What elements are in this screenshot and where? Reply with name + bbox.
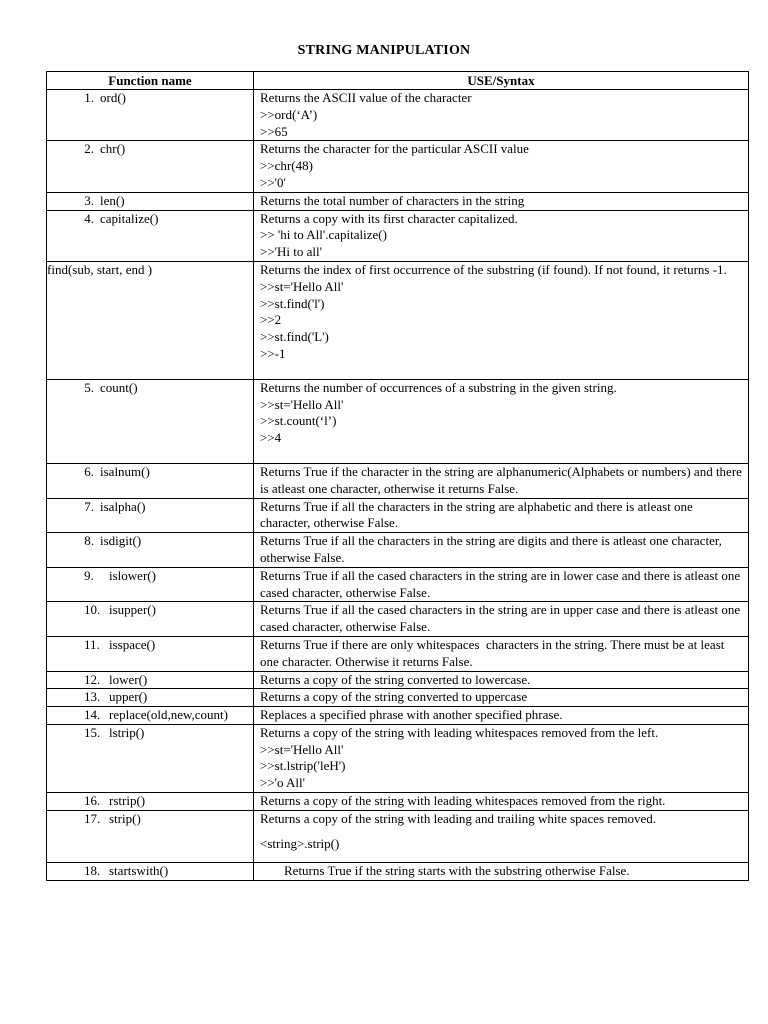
function-name-cell xyxy=(47,498,254,533)
table-row xyxy=(47,463,749,498)
description-text: Returns the ASCII value of the character xyxy=(260,90,472,105)
code-example-line: >>-1 xyxy=(260,345,286,361)
table-row xyxy=(47,689,749,707)
table-row xyxy=(47,707,749,725)
function-name: isspace() xyxy=(109,636,156,652)
function-name-cell xyxy=(47,724,254,792)
function-name-cell xyxy=(47,689,254,707)
function-name-cell xyxy=(47,463,254,498)
function-name: ord() xyxy=(100,90,126,105)
function-number: 18. xyxy=(84,863,101,879)
spacer xyxy=(260,828,742,836)
function-number: 7. xyxy=(84,498,94,514)
function-name: len() xyxy=(100,192,125,208)
code-example-line: >>2 xyxy=(260,312,282,328)
function-name-cell xyxy=(47,90,254,141)
function-name: isalpha() xyxy=(100,498,146,514)
description-text: Returns True if the string starts with the substring otherwise False. xyxy=(284,863,630,879)
table-row xyxy=(47,498,749,533)
function-name-cell xyxy=(47,533,254,568)
description-text: Returns the index of first occurrence of the substring (if found). If not found, it returns -1. xyxy=(260,261,727,277)
table-row xyxy=(47,379,749,463)
spacer xyxy=(260,447,742,463)
description-text: Returns True if there are only whitespaces characters in the string. There must be at least one character. Otherwise it returns False. xyxy=(260,636,728,669)
function-number: 15. xyxy=(84,724,101,740)
code-example-line: >>st.find('L') xyxy=(260,329,329,345)
table-row xyxy=(47,90,749,141)
function-name: isdigit() xyxy=(100,533,142,549)
function-number: 3. xyxy=(84,192,94,208)
function-number: 11. xyxy=(84,636,100,652)
code-example-line: >>chr(48) xyxy=(260,158,313,174)
description-text: Returns a copy of the string converted to uppercase xyxy=(260,689,528,705)
use-syntax-cell xyxy=(254,636,749,671)
code-example-line: >>st='Hello All' xyxy=(260,278,344,294)
code-example-line: >>65 xyxy=(260,123,288,139)
header-function-name: Function name xyxy=(47,72,254,90)
description-text: Returns a copy of the string with leading whitespaces removed from the right. xyxy=(260,793,666,809)
description-text: Returns a copy of the string with leading whitespaces removed from the left. xyxy=(260,724,659,740)
table-header-row xyxy=(47,72,749,90)
table-row xyxy=(47,602,749,637)
function-name-cell xyxy=(47,567,254,602)
description-text: Returns the total number of characters in the string xyxy=(260,192,525,208)
code-example-line: >>st='Hello All' xyxy=(260,741,344,757)
function-name: upper() xyxy=(109,689,148,705)
function-name-cell xyxy=(47,636,254,671)
code-example-line: <string>.strip() xyxy=(260,835,340,851)
function-name: lstrip() xyxy=(109,724,145,740)
function-number: 8. xyxy=(84,533,94,549)
description-text: Returns True if all the characters in the string are alphabetic and there is atleast one character, otherwise False. xyxy=(260,498,697,531)
function-name-cell xyxy=(47,863,254,881)
code-example-line: >> 'hi to All'.capitalize() xyxy=(260,227,387,243)
table-row xyxy=(47,793,749,811)
use-syntax-cell xyxy=(254,671,749,689)
function-name: chr() xyxy=(100,141,126,157)
function-name: lower() xyxy=(109,671,148,687)
code-example-line: >>st.count(‘l’) xyxy=(260,413,337,429)
table-row xyxy=(47,141,749,192)
function-name: find(sub, start, end ) xyxy=(47,261,153,277)
function-number: 10. xyxy=(84,602,101,618)
use-syntax-cell xyxy=(254,602,749,637)
use-syntax-cell xyxy=(254,533,749,568)
use-syntax-cell xyxy=(254,192,749,210)
use-syntax-cell xyxy=(254,379,749,463)
description-text: Returns a copy with its first character capitalized. xyxy=(260,210,518,226)
use-syntax-cell xyxy=(254,810,749,863)
function-name-cell xyxy=(47,261,254,379)
function-name: strip() xyxy=(109,810,141,826)
function-name-cell xyxy=(47,707,254,725)
table-row xyxy=(47,533,749,568)
use-syntax-cell xyxy=(254,707,749,725)
function-name-cell xyxy=(47,192,254,210)
function-name: isupper() xyxy=(109,602,156,618)
function-number: 17. xyxy=(84,810,101,826)
function-name-cell xyxy=(47,793,254,811)
function-number: 13. xyxy=(84,689,101,705)
function-name-cell xyxy=(47,810,254,863)
code-example-line: >>'0' xyxy=(260,174,286,190)
function-name: replace(old,new,count) xyxy=(109,707,228,723)
function-name: count() xyxy=(100,379,138,395)
description-text: Returns True if all the characters in the string are digits and there is atleast one character, otherwise False. xyxy=(260,533,726,565)
function-number: 4. xyxy=(84,210,94,226)
table-row xyxy=(47,636,749,671)
use-syntax-cell xyxy=(254,863,749,881)
header-use-syntax: USE/Syntax xyxy=(254,72,749,90)
description-text: Returns True if all the cased characters in the string are in lower case and there is atleast one cased character, otherwise False. xyxy=(260,567,744,600)
function-number: 5. xyxy=(84,379,94,395)
code-example-line: >>st='Hello All' xyxy=(260,396,344,412)
function-name: startswith() xyxy=(109,863,169,879)
spacer xyxy=(260,852,742,862)
description-text: Returns True if the character in the string are alphanumeric(Alphabets or numbers) and there is atleast one character, otherwise it returns False. xyxy=(260,463,746,496)
use-syntax-cell xyxy=(254,90,749,141)
description-text: Returns a copy of the string with leading and trailing white spaces removed. xyxy=(260,810,657,826)
function-number: 1. xyxy=(84,90,94,105)
function-name-cell xyxy=(47,602,254,637)
page-title: STRING MANIPULATION xyxy=(297,43,471,58)
function-number: 14. xyxy=(84,707,101,723)
code-example-line: >>4 xyxy=(260,430,282,446)
use-syntax-cell xyxy=(254,261,749,379)
use-syntax-cell xyxy=(254,463,749,498)
table-row xyxy=(47,671,749,689)
description-text: Returns a copy of the string converted to lowercase. xyxy=(260,671,531,687)
function-name: islower() xyxy=(109,567,156,583)
description-text: Returns True if all the cased characters in the string are in upper case and there is atleast one cased character, otherwise False. xyxy=(260,602,744,635)
function-name-cell xyxy=(47,379,254,463)
code-example-line: >>'Hi to all' xyxy=(260,244,322,260)
use-syntax-cell xyxy=(254,689,749,707)
function-name-cell xyxy=(47,671,254,689)
table-row xyxy=(47,724,749,792)
description-text: Returns the number of occurrences of a substring in the given string. xyxy=(260,379,617,395)
function-name: capitalize() xyxy=(100,210,159,226)
table-row xyxy=(47,863,749,881)
function-number: 12. xyxy=(84,671,101,687)
table-row xyxy=(47,210,749,261)
function-number: 16. xyxy=(84,793,101,809)
use-syntax-cell xyxy=(254,498,749,533)
table-row xyxy=(47,567,749,602)
function-name-cell xyxy=(47,141,254,192)
code-example-line: >>st.find('l') xyxy=(260,295,325,311)
description-text: Returns the character for the particular ASCII value xyxy=(260,141,529,157)
use-syntax-cell xyxy=(254,210,749,261)
function-number: 9. xyxy=(84,567,94,583)
function-name: rstrip() xyxy=(109,793,146,809)
code-example-line: >>'o All' xyxy=(260,775,305,791)
use-syntax-cell xyxy=(254,724,749,792)
code-example-line: >>ord(‘A’) xyxy=(260,106,318,122)
code-example-line: >>st.lstrip('leH') xyxy=(260,758,346,774)
table-row xyxy=(47,261,749,379)
table-row xyxy=(47,192,749,210)
description-text: Replaces a specified phrase with another specified phrase. xyxy=(260,707,563,723)
use-syntax-cell xyxy=(254,567,749,602)
string-functions-table xyxy=(46,71,749,881)
use-syntax-cell xyxy=(254,793,749,811)
use-syntax-cell xyxy=(254,141,749,192)
table-row xyxy=(47,810,749,863)
function-name-cell xyxy=(47,210,254,261)
function-number: 6. xyxy=(84,463,94,479)
function-name: isalnum() xyxy=(100,463,150,479)
spacer xyxy=(260,363,742,379)
function-number: 2. xyxy=(84,141,94,157)
